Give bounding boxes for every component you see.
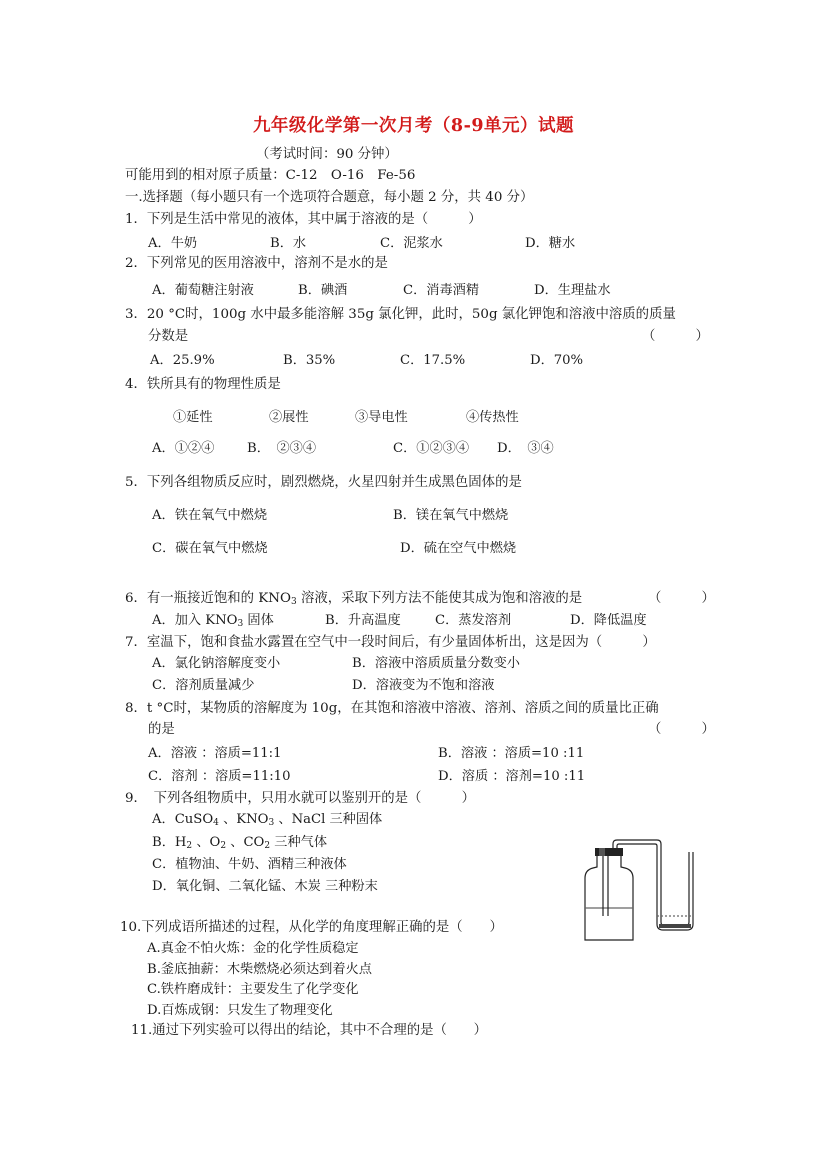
q7-option-b: B．溶液中溶质质量分数变小 bbox=[352, 656, 520, 671]
q3-option-a: A．25.9% bbox=[150, 353, 215, 368]
q6-a-pre: A．加入 KNO bbox=[152, 613, 238, 628]
q3-option-d: D．70% bbox=[530, 353, 584, 368]
q9-a-text-1: A．CuSO bbox=[152, 812, 214, 827]
q8-option-c: C．溶剂 ：溶质=11:10 bbox=[148, 769, 291, 784]
q7-option-a: A．氯化钠溶解度变小 bbox=[152, 656, 281, 671]
q6-a-post: 固体 bbox=[243, 613, 274, 628]
q4-option-a: A．①②④ bbox=[152, 441, 215, 456]
q3-option-b: B．35% bbox=[283, 353, 336, 368]
question-2-stem: 2．下列常见的医用溶液中，溶剂不是水的是 bbox=[125, 256, 388, 271]
q3-option-c: C．17.5% bbox=[400, 353, 466, 368]
q10-option-b: B.釜底抽薪：木柴燃烧必须达到着火点 bbox=[147, 962, 372, 977]
question-3-stem-cont: 分数是 bbox=[148, 329, 189, 344]
q4-property-3: ③导电性 bbox=[355, 410, 408, 425]
q5-option-a: A．铁在氧气中燃烧 bbox=[152, 508, 268, 523]
q8-answer-paren: （ ） bbox=[648, 722, 715, 737]
question-8-stem: 8．t °C时，某物质的溶解度为 10g，在其饱和溶液中溶液、溶剂、溶质之间的质量比正确 bbox=[125, 701, 659, 716]
question-8-stem-cont: 的是 bbox=[148, 722, 175, 737]
q9-option-b bbox=[152, 834, 327, 852]
q6-stem-pre: 6．有一瓶接近饱和的 KNO bbox=[125, 591, 291, 606]
q6-option-c: C．蒸发溶剂 bbox=[435, 613, 512, 628]
question-5-stem: 5．下列各组物质反应时，剧烈燃烧，火星四射并生成黑色固体的是 bbox=[125, 475, 522, 490]
q9-b-sub-2: 2 bbox=[220, 841, 227, 851]
q9-a-text-2: 、KNO bbox=[218, 812, 269, 827]
section-heading: 一.选择题（每小题只有一个选项符合题意，每小题 2 分，共 40 分） bbox=[125, 190, 534, 205]
q7-option-c: C．溶剂质量减少 bbox=[152, 678, 255, 693]
question-11-stem: 11.通过下列实验可以得出的结论，其中不合理的是（ ） bbox=[131, 1023, 488, 1038]
exam-time: （考试时间：90 分钟） bbox=[256, 147, 398, 162]
q4-option-d: D． ③④ bbox=[497, 441, 554, 456]
q9-option-c: C．植物油、牛奶、酒精三种液体 bbox=[152, 857, 347, 872]
q1-option-d: D．糖水 bbox=[525, 236, 576, 251]
question-4-stem: 4．铁所具有的物理性质是 bbox=[125, 377, 281, 392]
q4-property-1: ①延性 bbox=[173, 410, 213, 425]
page-title: 九年级化学第一次月考（8-9单元）试题 bbox=[252, 116, 575, 136]
q9-a-text-3: 、NaCl 三种固体 bbox=[274, 812, 383, 827]
q6-stem-subscript: 3 bbox=[291, 597, 297, 607]
q9-b-sub-3: 2 bbox=[264, 841, 271, 851]
q6-option-a bbox=[152, 612, 274, 630]
q4-option-b: B． ②③④ bbox=[247, 441, 317, 456]
question-1-stem: 1．下列是生活中常见的液体，其中属于溶液的是（ ） bbox=[125, 212, 482, 227]
q5-option-d: D．硫在空气中燃烧 bbox=[400, 541, 517, 556]
q6-stem-post: 溶液，采取下列方法不能使其成为饱和溶液的是 bbox=[296, 591, 583, 606]
q10-option-a: A.真金不怕火炼：金的化学性质稳定 bbox=[147, 941, 359, 956]
q4-property-2: ②展性 bbox=[269, 410, 309, 425]
q1-option-a: A．牛奶 bbox=[148, 236, 198, 251]
q2-option-c: C．消毒酒精 bbox=[403, 283, 480, 298]
q7-option-d: D．溶液变为不饱和溶液 bbox=[352, 678, 495, 693]
q1-option-b: B．水 bbox=[270, 236, 307, 251]
q6-answer-paren: （ ） bbox=[648, 591, 715, 606]
q8-option-a: A．溶液 ：溶质=11:1 bbox=[148, 746, 282, 761]
question-6-stem bbox=[125, 590, 582, 608]
q8-option-b: B．溶液 ：溶质=10 :11 bbox=[438, 746, 585, 761]
q10-option-c: C.铁杵磨成针：主要发生了化学变化 bbox=[147, 982, 359, 997]
q8-option-d: D．溶质 ：溶剂=10 :11 bbox=[438, 769, 586, 784]
q9-b-text-1: B．H bbox=[152, 835, 187, 850]
q6-option-d: D．降低温度 bbox=[570, 613, 647, 628]
question-3-stem: 3．20 °C时，100g 水中最多能溶解 35g 氯化钾，此时，50g 氯化钾饱和溶液中溶质的质量 bbox=[125, 307, 676, 322]
question-7-stem: 7．室温下，饱和食盐水露置在空气中一段时间后，有少量固体析出，这是因为（ ） bbox=[125, 635, 656, 650]
q9-a-sub-2: 3 bbox=[268, 818, 275, 828]
q6-a-subscript: 3 bbox=[237, 619, 244, 629]
q9-option-d: D．氧化铜、二氧化锰、木炭 三种粉末 bbox=[152, 879, 378, 894]
q2-option-d: D．生理盐水 bbox=[534, 283, 611, 298]
q9-b-text-2: 、O bbox=[192, 835, 221, 850]
q2-option-b: B．碘酒 bbox=[298, 283, 348, 298]
q9-a-sub-1: 4 bbox=[213, 818, 219, 828]
q9-b-text-4: 三种气体 bbox=[270, 835, 328, 850]
q6-option-b: B．升高温度 bbox=[325, 613, 401, 628]
q1-option-c: C．泥浆水 bbox=[380, 236, 443, 251]
q2-option-a: A．葡萄糖注射液 bbox=[152, 283, 254, 298]
q3-answer-paren: （ ） bbox=[642, 329, 709, 344]
q4-option-c: C．①②③④ bbox=[393, 441, 470, 456]
q9-option-a bbox=[152, 811, 382, 829]
q9-b-text-3: 、CO bbox=[226, 835, 265, 850]
q5-option-b: B．镁在氧气中燃烧 bbox=[393, 508, 509, 523]
question-10-stem: 10.下列成语所描述的过程，从化学的角度理解正确的是（ ） bbox=[120, 920, 503, 935]
q5-option-c: C．碳在氧气中燃烧 bbox=[152, 541, 268, 556]
atomic-mass-line: 可能用到的相对原子质量：C-12 O-16 Fe-56 bbox=[125, 168, 416, 183]
q9-b-sub-1: 2 bbox=[186, 841, 193, 851]
q4-property-4: ④传热性 bbox=[466, 410, 519, 425]
q10-option-d: D.百炼成钢：只发生了物理变化 bbox=[147, 1003, 333, 1018]
question-9-stem: 9． 下列各组物质中，只用水就可以鉴别开的是（ ） bbox=[125, 791, 475, 806]
bottle-u-tube-apparatus-icon bbox=[575, 836, 705, 946]
